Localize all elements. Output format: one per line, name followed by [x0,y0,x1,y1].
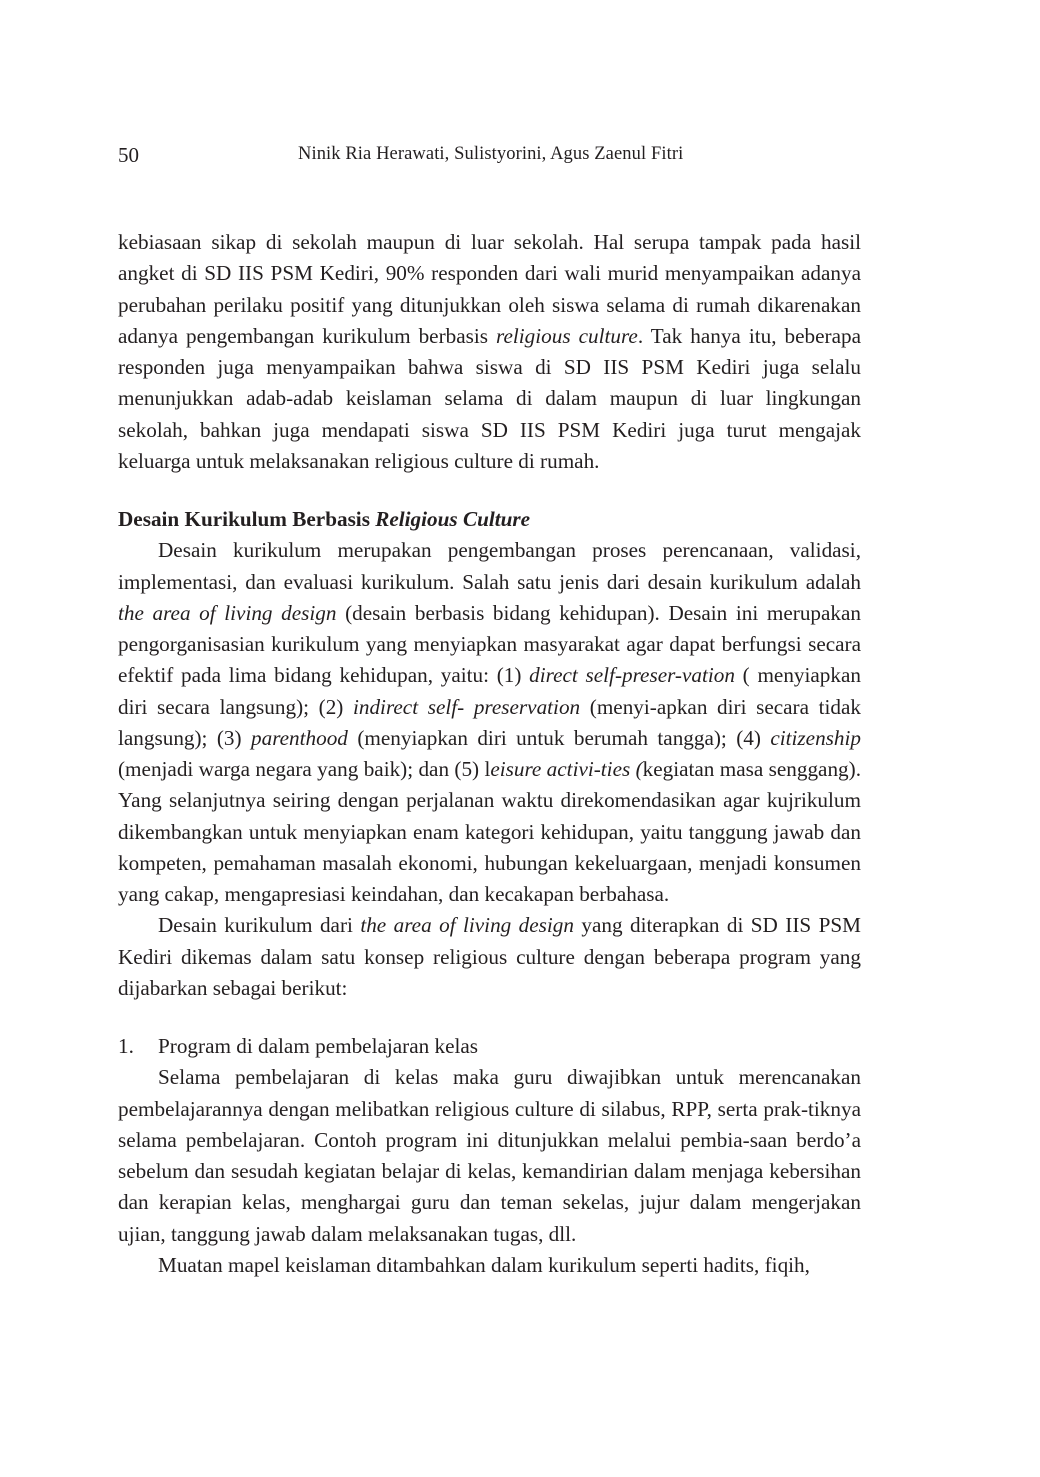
text-run: Desain kurikulum merupakan pengembangan proses perencanaan, validasi, implementasi, dan evaluasi kurikulum. Salah satu jenis dari desain kurikulum adalah [118,538,861,594]
italic-term: the area of living design [360,913,574,938]
text-run: yang diterapkan di SD IIS PSM Kediri dikemas dalam satu konsep religious culture dengan beberapa program yang dijabarkan sebagai berikut: [118,913,861,1000]
body-text [118,227,861,1281]
text-run: (desain berbasis bidang kehidupan). Desain ini merupakan pengorganisasian kurikulum yang menyiapkan masyarakat agar dapat berfungsi secara efektif pada lima bidang kehidupan, yaitu: (1) [118,600,862,688]
text-run: kebiasaan sikap di sekolah maupun di luar sekolah. Hal serupa tampak pada hasil angket di SD IIS PSM Kediri, 90% responden dari wali murid menyampaikan adanya perubahan perilaku positif yang ditunjukkan oleh siswa selama di rumah dikarenakan adanya pengembangan kurikulum berbasis [118,230,861,348]
italic-term: religious culture [496,323,638,348]
section-heading [118,504,861,535]
paragraph-3 [118,910,861,1004]
page-number: 50 [118,143,139,167]
text-run: (menyi-apkan diri secara tidak langsung); (3) [118,694,861,750]
running-head-authors: Ninik Ria Herawati, Sulistyorini, Agus Zaenul Fitri [298,144,684,164]
paragraph-1 [118,227,861,477]
paragraph-2 [118,535,861,910]
heading-text: Desain Kurikulum Berbasis [118,507,376,531]
list-number: 1. [118,1034,134,1058]
paragraph-5: Muatan mapel keislaman ditambahkan dalam kurikulum seperti hadits, fiqih, [158,1252,810,1277]
list-item-1 [118,1031,861,1062]
text-run: kegiatan masa senggang). Yang selanjutnya seiring dengan perjalanan waktu direkomendasikan agar kujrikulum dikembangkan untuk menyiapkan enam kategori kehidupan, yaitu tanggung jawab dan kompeten, pemahaman masalah ekonomi, hubungan kekeluargaan, menjadi konsumen yang cakap, mengapresiasi keindahan, dan kecakapan berbahasa. [118,757,861,906]
text-run: (menjadi warga negara yang baik); dan (5) l [118,757,491,781]
text-run: . Tak hanya itu, beberapa responden juga menyampaikan bahwa siswa di SD IIS PSM Kediri juga selalu menunjukkan adab-adab keislaman selama di dalam maupun di luar lingkungan sekolah, bahkan juga mendapati siswa SD IIS PSM Kediri juga turut mengajak keluarga untuk melaksanakan religious culture di rumah. [118,323,861,473]
text-run: Desain kurikulum dari [158,913,361,938]
italic-term: eisure activi-ties ( [490,757,643,781]
heading-italic-text: Religious Culture [375,507,531,531]
italic-term: direct self-preser-vation [529,663,735,688]
italic-term: citizenship [770,725,861,750]
text-run: (menyiapkan diri untuk berumah tangga); (4) [347,725,771,750]
list-label: Program di dalam pembelajaran kelas [158,1034,479,1058]
text-run: ( menyiapkan diri secara langsung); (2) [118,663,861,719]
italic-term: indirect self- preservation [352,694,581,719]
paragraph-4: Selama pembelajaran di kelas maka guru diwajibkan untuk merencanakan pembelajarannya dengan melibatkan religious culture di silabus, RPP, serta prak-tiknya selama pembelajaran. Contoh program ini ditunjukkan melalui pembia-saan berdo’a sebelum dan sesudah kegiatan belajar di kelas, kemandirian dalam menjaga kebersihan dan kerapian kelas, menghargai guru dan teman sekelas, jujur dalam mengerjakan ujian, tanggung jawab dalam melaksanakan tugas, dll. [118,1065,861,1246]
page-header [118,143,863,173]
italic-term: parenthood [251,725,348,750]
italic-term: the area of living design [118,600,337,625]
